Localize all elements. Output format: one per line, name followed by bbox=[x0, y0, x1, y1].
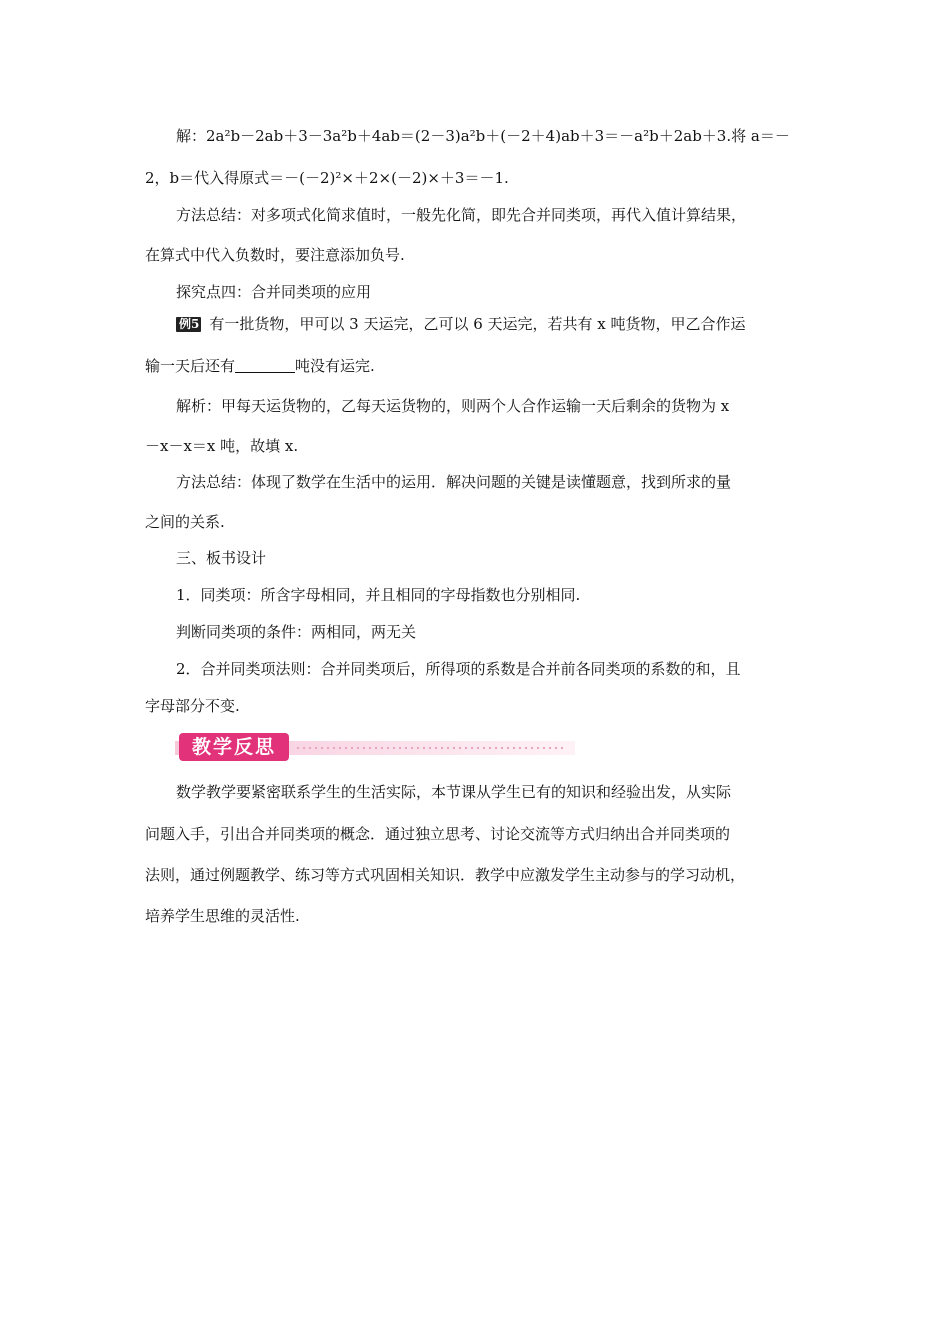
reflection-line-1: 数学教学要紧密联系学生的生活实际，本节课从学生已有的知识和经验出发，从实际 bbox=[176, 783, 732, 801]
method-summary-1-line-2: 在算式中代入负数时，要注意添加负号. bbox=[145, 246, 405, 264]
analysis-line-1: 解析：甲每天运货物的，乙每天运货物的，则两个人合作运输一天后剩余的货物为 x bbox=[176, 397, 730, 415]
reflection-line-4: 培养学生思维的灵活性. bbox=[145, 907, 300, 925]
board-design-item-2-line-2: 字母部分不变. bbox=[145, 697, 240, 715]
board-design-condition: 判断同类项的条件：两相同，两无关 bbox=[176, 623, 417, 641]
method-summary-2-line-2: 之间的关系. bbox=[145, 513, 225, 531]
analysis-line-2: －x－x＝x 吨，故填 x. bbox=[145, 437, 299, 455]
example-5-line-1 bbox=[176, 314, 746, 334]
example-5-text: 有一批货物，甲可以 3 天运完，乙可以 6 天运完，若共有 x 吨货物，甲乙合作运 bbox=[209, 315, 746, 333]
board-design-heading: 三、板书设计 bbox=[176, 549, 267, 567]
method-summary-2-line-1: 方法总结：体现了数学在生活中的运用．解决问题的关键是读懂题意，找到所求的量 bbox=[176, 473, 732, 491]
reflection-banner-title: 教学反思 bbox=[179, 733, 289, 761]
solution-line-1: 解：2a²b－2ab＋3－3a²b＋4ab＝(2－3)a²b＋(－2＋4)ab＋3＝－a²b＋2ab＋3.将 a＝－ bbox=[176, 127, 790, 145]
banner-dots bbox=[295, 746, 567, 750]
board-design-item-1: 1．同类项：所含字母相同，并且相同的字母指数也分别相同. bbox=[176, 586, 581, 604]
solution-line-2: 2，b＝代入得原式＝－(－2)²×＋2×(－2)×＋3＝－1. bbox=[145, 169, 509, 187]
explore-point-heading: 探究点四：合并同类项的应用 bbox=[176, 283, 372, 301]
reflection-line-3: 法则，通过例题教学、练习等方式巩固相关知识．教学中应激发学生主动参与的学习动机， bbox=[145, 866, 746, 884]
example-5-text-after-blank: 吨没有运完. bbox=[295, 357, 375, 375]
method-summary-1-line-1: 方法总结：对多项式化简求值时，一般先化简，即先合并同类项，再代入值计算结果， bbox=[176, 206, 747, 224]
example-5-line-2 bbox=[145, 356, 375, 376]
example-5-text-before-blank: 输一天后还有 bbox=[145, 357, 236, 375]
board-design-item-2-line-1: 2．合并同类项法则：合并同类项后，所得项的系数是合并前各同类项的系数的和，且 bbox=[176, 660, 741, 678]
answer-blank bbox=[235, 358, 295, 373]
example-badge: 例5 bbox=[176, 317, 201, 332]
reflection-banner bbox=[175, 730, 575, 764]
reflection-line-2: 问题入手，引出合并同类项的概念．通过独立思考、讨论交流等方式归纳出合并同类项的 bbox=[145, 825, 731, 843]
